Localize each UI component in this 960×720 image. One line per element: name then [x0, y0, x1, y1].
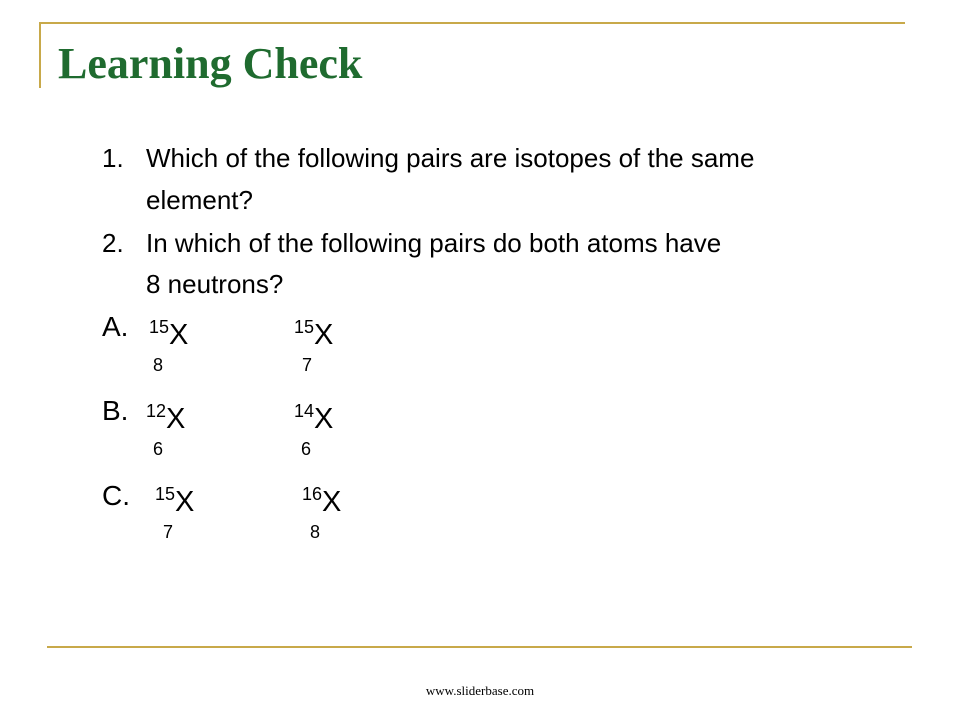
footer-url[interactable]: www.sliderbase.com [425, 683, 535, 698]
option-b-left-atomic-number: 6 [153, 439, 164, 459]
option-a-left-atomic-number: 8 [153, 355, 164, 375]
mass-number: 16 [302, 484, 323, 504]
question-1-number: 1. [102, 143, 124, 173]
option-a-left-isotope [149, 310, 188, 357]
option-c-letter: C. [102, 480, 130, 511]
option-b-right-isotope [294, 394, 333, 441]
question-1-text: Which of the following pairs are isotopes of the same [146, 143, 755, 173]
option-c-left-atomic-number: 7 [163, 522, 174, 542]
element-symbol: X [169, 319, 189, 351]
left-rule [39, 22, 41, 88]
mass-number: 15 [155, 484, 176, 504]
mass-number: 14 [294, 401, 315, 421]
mass-number: 15 [294, 317, 315, 337]
question-2-text: In which of the following pairs do both atoms have [146, 228, 722, 258]
element-symbol: X [175, 486, 195, 518]
top-rule [39, 22, 905, 24]
bottom-rule [47, 646, 912, 648]
option-b-left-isotope [146, 394, 185, 441]
element-symbol: X [314, 403, 334, 435]
option-c-right-atomic-number: 8 [310, 522, 321, 542]
option-b-letter: B. [102, 395, 129, 426]
option-a-letter: A. [102, 311, 129, 342]
mass-number: 15 [149, 317, 170, 337]
mass-number: 12 [146, 401, 167, 421]
option-b-right-atomic-number: 6 [301, 439, 312, 459]
question-2-number: 2. [102, 228, 124, 258]
option-a-right-atomic-number: 7 [302, 355, 313, 375]
option-a-right-isotope [294, 310, 333, 357]
element-symbol: X [322, 486, 342, 518]
element-symbol: X [314, 319, 334, 351]
question-1-text-continued: element? [146, 185, 253, 215]
option-c-right-isotope [302, 477, 341, 524]
option-c-left-isotope [155, 477, 194, 524]
question-2-text-continued: 8 neutrons? [146, 269, 284, 299]
page-title: Learning Check [58, 39, 363, 88]
element-symbol: X [166, 403, 186, 435]
